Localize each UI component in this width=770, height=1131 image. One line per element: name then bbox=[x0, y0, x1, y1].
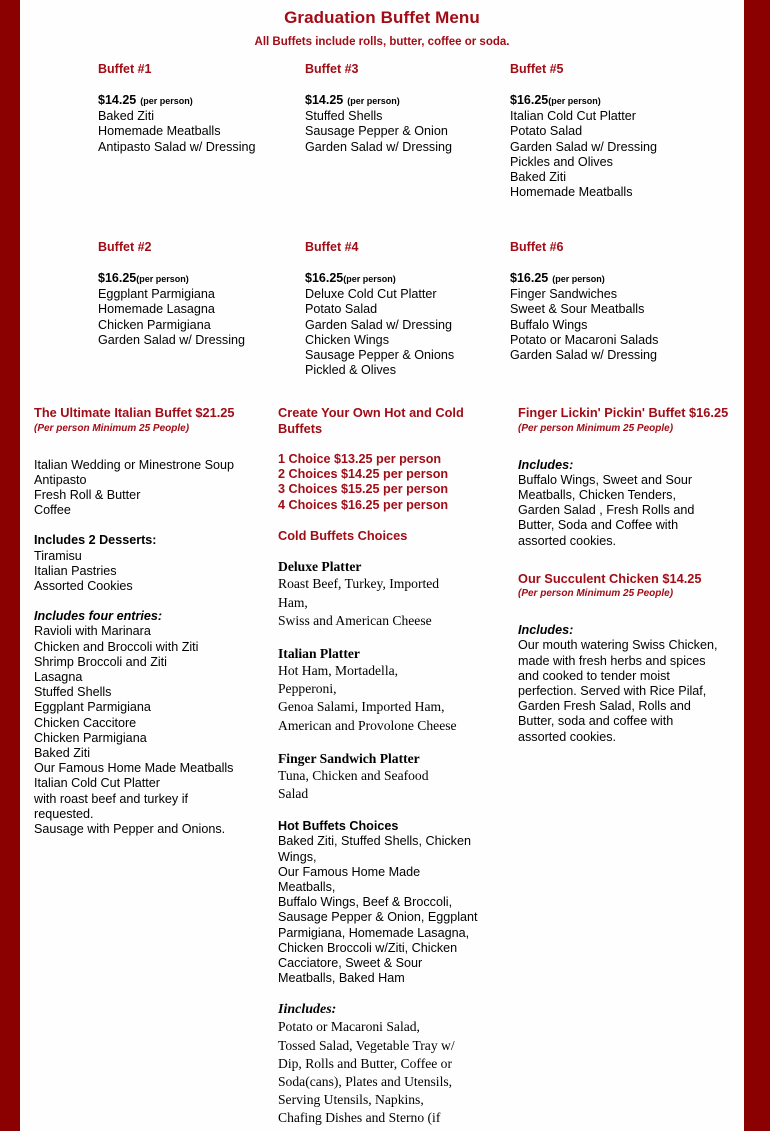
menu-subtitle: All Buffets include rolls, butter, coffee or soda. bbox=[254, 36, 510, 48]
list-item: Butter, soda and coffee with bbox=[518, 714, 674, 729]
buffet-item: Sweet & Sour Meatballs bbox=[510, 302, 645, 317]
list-item: Buffalo Wings, Beef & Broccoli, bbox=[278, 895, 453, 910]
buffet-item: Sausage Pepper & Onion bbox=[305, 124, 448, 139]
list-item: Swiss and American Cheese bbox=[278, 612, 432, 628]
buffet-price bbox=[98, 271, 313, 287]
list-item: with roast beef and turkey if bbox=[34, 791, 189, 806]
list-item: Shrimp Broccoli and Ziti bbox=[34, 654, 167, 669]
list-item: Roast Beef, Turkey, Imported bbox=[278, 576, 440, 592]
buffet-title: Buffet #2 bbox=[98, 240, 152, 254]
list-item: made with fresh herbs and spices bbox=[518, 653, 706, 668]
italian-platter-block bbox=[278, 646, 498, 735]
price-per-person: (per person) bbox=[552, 274, 605, 284]
list-item: Meatballs, Baked Ham bbox=[278, 971, 405, 986]
buffet-item: Garden Salad w/ Dressing bbox=[510, 139, 657, 154]
list-item: Our Famous Home Made bbox=[278, 864, 421, 879]
buffet-item: Pickles and Olives bbox=[510, 154, 613, 169]
buffet-card-4 bbox=[305, 240, 520, 378]
buffet-card-5 bbox=[510, 62, 740, 200]
list-item: and cooked to tender moist bbox=[518, 668, 670, 683]
buffet-item: Homemade Meatballs bbox=[510, 185, 633, 200]
choice-price-line: 1 Choice $13.25 per person bbox=[278, 452, 442, 466]
list-item: Fresh Roll & Butter bbox=[34, 487, 141, 502]
buffet-item-list bbox=[98, 109, 313, 155]
section-heading: Create Your Own Hot and Cold Buffets bbox=[278, 405, 464, 436]
section-subheading: (Per person Minimum 25 People) bbox=[518, 422, 674, 434]
list-item: Ravioli with Marinara bbox=[34, 624, 151, 639]
buffet-title: Buffet #3 bbox=[305, 62, 359, 76]
list-item: requested. bbox=[34, 806, 94, 821]
list-item: Meatballs, Chicken Tenders, bbox=[518, 487, 676, 502]
list-item: Pepperoni, bbox=[278, 681, 337, 697]
platter-name: Italian Platter bbox=[278, 645, 360, 661]
deluxe-platter-block bbox=[278, 559, 498, 630]
list-item: Meatballs, bbox=[278, 879, 336, 894]
platter-lines bbox=[278, 662, 498, 735]
list-item: Our mouth watering Swiss Chicken, bbox=[518, 638, 718, 653]
buffet-item: Deluxe Cold Cut Platter bbox=[305, 287, 437, 302]
list-item: Wings, bbox=[278, 849, 317, 864]
choice-price-line: 3 Choices $15.25 per person bbox=[278, 482, 449, 497]
buffet-item-list bbox=[305, 109, 520, 155]
buffet-item: Baked Ziti bbox=[98, 109, 154, 124]
price-per-person: (per person) bbox=[343, 274, 396, 284]
buffet-item: Eggplant Parmigiana bbox=[98, 287, 215, 302]
list-item: Sausage Pepper & Onion, Eggplant bbox=[278, 910, 478, 925]
menu-header bbox=[20, 0, 744, 48]
list-item: perfection. Served with Rice Pilaf, bbox=[518, 684, 707, 699]
buffet-card-3 bbox=[305, 62, 520, 155]
list-item: Garden Salad , Fresh Rolls and bbox=[518, 503, 695, 518]
buffet-item: Antipasto Salad w/ Dressing bbox=[98, 139, 256, 154]
list-item: assorted cookies. bbox=[518, 729, 617, 744]
lower-columns bbox=[20, 405, 744, 1131]
list-item: Soda(cans), Plates and Utensils, bbox=[278, 1073, 453, 1089]
list-item: Chicken and Broccoli with Ziti bbox=[34, 639, 199, 654]
buffet-price bbox=[305, 271, 520, 287]
buffet-item-list bbox=[510, 109, 740, 200]
buffet-price bbox=[305, 93, 520, 109]
buffet-item: Baked Ziti bbox=[510, 170, 566, 185]
list-item: Stuffed Shells bbox=[34, 685, 112, 700]
includes-label: Includes: bbox=[518, 623, 574, 638]
buffet-item: Garden Salad w/ Dressing bbox=[305, 139, 452, 154]
price-per-person: (per person) bbox=[136, 274, 189, 284]
price-per-person: (per person) bbox=[140, 96, 193, 106]
buffet-title: Buffet #6 bbox=[510, 240, 564, 254]
buffet-price bbox=[98, 93, 313, 109]
buffet-title: Buffet #4 bbox=[305, 240, 359, 254]
list-item: Buffalo Wings, Sweet and Sour bbox=[518, 472, 693, 487]
list-item: Parmigiana, Homemade Lasagna, bbox=[278, 925, 470, 940]
list-item: Coffee bbox=[34, 503, 71, 518]
buffet-item: Italian Cold Cut Platter bbox=[510, 109, 636, 124]
section-heading: Our Succulent Chicken $14.25 bbox=[518, 570, 702, 586]
choice-price-line: 2 Choices $14.25 per person bbox=[278, 467, 449, 482]
price-value: $16.25 bbox=[98, 271, 137, 285]
price-per-person: (per person) bbox=[347, 96, 400, 106]
buffet-item: Garden Salad w/ Dressing bbox=[98, 332, 245, 347]
section-subheading: (Per person Minimum 25 People) bbox=[518, 588, 674, 600]
price-per-person: (per person) bbox=[548, 96, 601, 106]
list-item: Our Famous Home Made Meatballs bbox=[34, 761, 234, 776]
list-item: Assorted Cookies bbox=[34, 578, 133, 593]
list-item: Salad bbox=[278, 785, 309, 801]
list-item: Chicken Caccitore bbox=[34, 715, 137, 730]
includes-lines bbox=[278, 1018, 498, 1127]
ultimate-entries-list bbox=[34, 624, 284, 837]
succulent-chicken-section bbox=[518, 571, 746, 745]
finger-lickin-section bbox=[518, 405, 746, 549]
buffet-item: Buffalo Wings bbox=[510, 317, 588, 332]
list-item: Hot Ham, Mortadella, bbox=[278, 662, 399, 678]
list-item: Potato or Macaroni Salad, bbox=[278, 1019, 420, 1035]
list-item: Italian Wedding or Minestrone Soup bbox=[34, 457, 234, 472]
buffet-item: Pickled & Olives bbox=[305, 363, 396, 378]
hot-buffets-block bbox=[278, 819, 498, 986]
price-value: $16.25 bbox=[510, 271, 549, 285]
succulent-chicken-lines bbox=[518, 638, 746, 744]
buffet-item: Chicken Parmigiana bbox=[98, 317, 211, 332]
finger-sandwich-platter-block bbox=[278, 751, 498, 803]
buffet-item-list bbox=[510, 287, 740, 363]
list-item: American and Provolone Cheese bbox=[278, 717, 457, 733]
create-your-own-section bbox=[278, 405, 498, 1128]
list-item: Chicken Parmigiana bbox=[34, 730, 147, 745]
buffet-item: Stuffed Shells bbox=[305, 109, 383, 124]
buffet-item: Finger Sandwiches bbox=[510, 287, 618, 302]
buffet-card-2 bbox=[98, 240, 313, 348]
buffet-item: Garden Salad w/ Dressing bbox=[305, 317, 452, 332]
desserts-label: Includes 2 Desserts: bbox=[34, 533, 157, 548]
buffet-item: Homemade Lasagna bbox=[98, 302, 215, 317]
includes-block bbox=[278, 1002, 498, 1127]
buffet-item: Potato Salad bbox=[305, 302, 378, 317]
entries-label: Includes four entries: bbox=[34, 609, 163, 624]
list-item: Baked Ziti bbox=[34, 745, 90, 760]
list-item: Chafing Dishes and Sterno (if bbox=[278, 1110, 441, 1126]
right-column bbox=[518, 405, 746, 745]
list-item: Cacciatore, Sweet & Sour bbox=[278, 955, 423, 970]
platter-name: Deluxe Platter bbox=[278, 559, 362, 575]
choice-price-line: 4 Choices $16.25 per person bbox=[278, 497, 449, 512]
list-item: assorted cookies. bbox=[518, 533, 617, 548]
includes-label: Includes: bbox=[518, 457, 574, 472]
list-item: Baked Ziti, Stuffed Shells, Chicken bbox=[278, 834, 471, 849]
platter-name: Finger Sandwich Platter bbox=[278, 750, 420, 766]
list-item: Sausage with Pepper and Onions. bbox=[34, 821, 226, 836]
list-item: Chicken Broccoli w/Ziti, Chicken bbox=[278, 940, 458, 955]
buffet-item: Chicken Wings bbox=[305, 332, 389, 347]
buffet-card-1 bbox=[98, 62, 313, 155]
buffet-item: Garden Salad w/ Dressing bbox=[510, 348, 657, 363]
list-item: Butter, Soda and Coffee with bbox=[518, 518, 679, 533]
list-item: Genoa Salami, Imported Ham, bbox=[278, 699, 445, 715]
list-item: Tossed Salad, Vegetable Tray w/ bbox=[278, 1037, 455, 1053]
buffet-item: Potato or Macaroni Salads bbox=[510, 332, 659, 347]
buffet-item: Sausage Pepper & Onions bbox=[305, 348, 455, 363]
hot-buffets-lines bbox=[278, 834, 498, 986]
list-item: Italian Pastries bbox=[34, 563, 117, 578]
buffet-price bbox=[510, 93, 740, 109]
page-title: Graduation Buffet Menu bbox=[284, 8, 480, 27]
section-heading: The Ultimate Italian Buffet $21.25 bbox=[34, 405, 235, 420]
list-item: Antipasto bbox=[34, 472, 87, 487]
platter-lines bbox=[278, 767, 498, 803]
section-heading: Finger Lickin' Pickin' Buffet $16.25 bbox=[518, 405, 729, 420]
buffet-item-list bbox=[98, 287, 313, 348]
hot-buffets-heading: Hot Buffets Choices bbox=[278, 819, 399, 834]
buffet-title: Buffet #1 bbox=[98, 62, 152, 76]
list-item: Ham, bbox=[278, 594, 308, 610]
list-item: Serving Utensils, Napkins, bbox=[278, 1092, 424, 1108]
platter-lines bbox=[278, 575, 498, 630]
list-item: Dip, Rolls and Butter, Coffee or bbox=[278, 1055, 453, 1071]
buffet-card-6 bbox=[510, 240, 740, 363]
list-item: Garden Fresh Salad, Rolls and bbox=[518, 699, 691, 714]
cold-buffets-heading: Cold Buffets Choices bbox=[278, 527, 408, 543]
list-item: Eggplant Parmigiana bbox=[34, 700, 151, 715]
buffet-item: Potato Salad bbox=[510, 124, 583, 139]
includes-label: Iincludes: bbox=[278, 1002, 337, 1018]
price-value: $16.25 bbox=[305, 271, 344, 285]
buffet-price bbox=[510, 271, 740, 287]
ultimate-starters-list bbox=[34, 458, 284, 519]
price-value: $16.25 bbox=[510, 93, 549, 107]
list-item: Tiramisu bbox=[34, 548, 82, 563]
buffet-title: Buffet #5 bbox=[510, 62, 564, 76]
price-value: $14.25 bbox=[98, 93, 137, 107]
ultimate-italian-buffet-section bbox=[34, 405, 284, 837]
finger-lickin-lines bbox=[518, 473, 746, 549]
price-value: $14.25 bbox=[305, 93, 344, 107]
ultimate-desserts-list bbox=[34, 549, 284, 595]
buffet-item-list bbox=[305, 287, 520, 378]
list-item: Lasagna bbox=[34, 669, 83, 684]
section-subheading: (Per person Minimum 25 People) bbox=[34, 422, 190, 434]
list-item: Italian Cold Cut Platter bbox=[34, 776, 160, 791]
buffet-item: Homemade Meatballs bbox=[98, 124, 221, 139]
list-item: Tuna, Chicken and Seafood bbox=[278, 767, 429, 783]
